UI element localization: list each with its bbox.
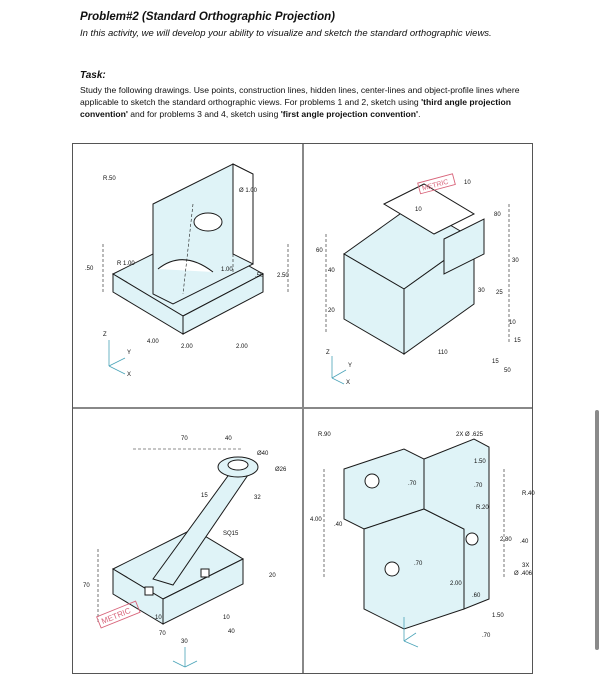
dim-40: 40 [328, 268, 335, 274]
axis-x-label: X [127, 372, 132, 378]
drawing-4-isometric [304, 409, 533, 674]
drawing-3-cell [73, 408, 303, 673]
dim-dia100: Ø 1.00 [239, 188, 258, 194]
svg-text:METRIC: METRIC [100, 606, 132, 626]
drawing-4-cell [303, 408, 535, 673]
dim-40: 40 [225, 436, 232, 442]
dim-60: .60 [472, 593, 481, 599]
dim-40b: .40 [520, 539, 529, 545]
dim-10c: 10 [509, 320, 516, 326]
dim-280: 2.80 [500, 537, 512, 543]
dim-d250: 2.50 [277, 273, 289, 279]
drawing-2-cell [303, 144, 532, 408]
dim-r20: R.20 [476, 505, 489, 511]
dim-r100: R 1.00 [117, 261, 135, 267]
axis-triad-3 [173, 647, 197, 667]
axis-triad-1 [109, 340, 125, 374]
dim-2x-holes: 2X Ø .625 [456, 432, 484, 438]
dim-70: 70 [181, 436, 188, 442]
dim-70: .70 [408, 481, 417, 487]
dim-110: 110 [438, 350, 448, 356]
dim-d50: .50 [85, 266, 94, 272]
dim-10b: 10 [464, 180, 471, 186]
svg-text:METRIC: METRIC [421, 178, 450, 193]
dim-10b: 10 [223, 615, 230, 621]
dim-15b: 15 [492, 359, 499, 365]
drawing-3-isometric [73, 409, 303, 674]
page-scrollbar[interactable] [595, 410, 599, 650]
dim-d200b: 2.00 [236, 344, 248, 350]
dim-150b: 1.50 [492, 613, 504, 619]
axis-z-label: Z [103, 332, 107, 338]
dim-15: 15 [514, 338, 521, 344]
dim-r40: R.40 [522, 491, 535, 497]
dim-sq15: SQ15 [223, 531, 239, 537]
dim-r90: R.90 [318, 432, 331, 438]
dim-d50b: .50 [255, 273, 264, 279]
dim-50: 50 [504, 368, 511, 374]
dim-30: 30 [181, 639, 188, 645]
dim-d100: 1.00 [221, 267, 233, 273]
dim-30: 30 [512, 258, 519, 264]
dim-10: 10 [155, 615, 162, 621]
axis-y-label: Y [127, 350, 132, 356]
drawing-1-isometric [73, 144, 303, 408]
task-heading: Task: [80, 70, 106, 81]
dim-32: 32 [254, 495, 261, 501]
dim-70-top: .70 [474, 483, 483, 489]
dim-30b: 30 [478, 288, 485, 294]
dim-3x: 3X [522, 563, 530, 569]
dim-80: 80 [494, 212, 501, 218]
dim-d400: 4.00 [147, 339, 159, 345]
intro-text: In this activity, we will develop your ability to visualize and sketch the standard orthographic views. [80, 28, 492, 39]
dim-70b: .70 [414, 561, 423, 567]
axis-z-label-2: Z [326, 350, 330, 356]
dim-r50: R.50 [103, 176, 116, 182]
dim-dia40: Ø40 [257, 451, 269, 457]
dim-40b: 40 [228, 629, 235, 635]
dim-r15: 15 [201, 493, 208, 499]
dim-20: 20 [269, 573, 276, 579]
dim-70c: .70 [482, 633, 491, 639]
drawings-grid [72, 143, 533, 674]
task-text: Study the following drawings. Use points, construction lines, hidden lines, center-lines and object-profile lines where applicable to sketch the standard orthographic views. For problems 1 and 2, sketch using 'third angle projection convention' and for problems 3 and 4, sketch using 'first angle projection convention'. [80, 85, 520, 120]
dim-10a: 10 [415, 207, 422, 213]
dim-70c: 70 [159, 631, 166, 637]
axis-triad-2 [332, 356, 346, 384]
axis-x-label-2: X [346, 380, 351, 386]
dim-25: 25 [496, 290, 503, 296]
dim-d200: 2.00 [181, 344, 193, 350]
dim-70b: 70 [83, 583, 90, 589]
drawing-2-isometric [304, 144, 533, 408]
dim-150: 1.50 [474, 459, 486, 465]
dim-dia26: Ø26 [275, 467, 287, 473]
axis-y-label-2: Y [348, 363, 353, 369]
dim-40: .40 [334, 522, 343, 528]
dim-200: 2.00 [450, 581, 462, 587]
dim-dia406: Ø .406 [514, 571, 533, 577]
dim-60: 60 [316, 248, 323, 254]
dim-400: 4.00 [310, 517, 322, 523]
dim-20: 20 [328, 308, 335, 314]
drawing-1-cell [73, 144, 303, 408]
page-title: Problem#2 (Standard Orthographic Projection) [80, 11, 335, 23]
